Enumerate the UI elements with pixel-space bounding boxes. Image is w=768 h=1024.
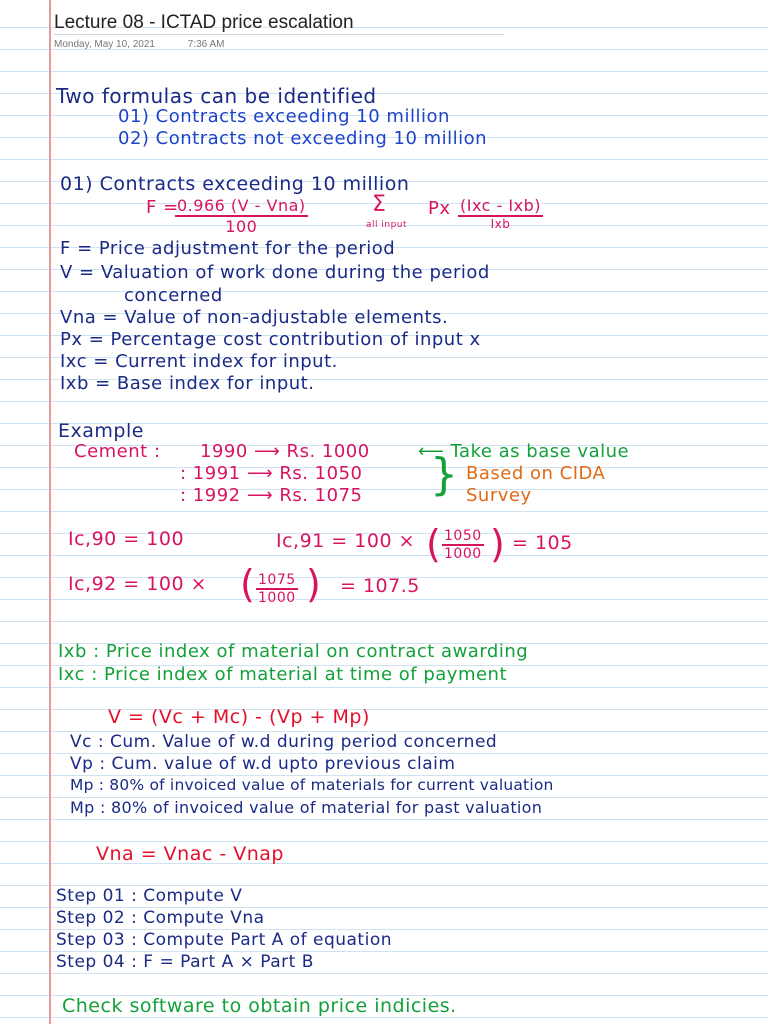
intro-line-2: 01) Contracts exceeding 10 million: [118, 106, 450, 127]
ic92-denominator: 1000: [258, 590, 296, 606]
formula-denominator: 100: [225, 217, 258, 236]
formula-rhs-fraction: [458, 196, 543, 231]
page-margin-line: [49, 0, 51, 1024]
ic91-numerator: 1050: [444, 528, 482, 544]
ic90-line: Ic,90 = 100: [68, 528, 185, 550]
title-rule: [54, 34, 504, 35]
page-meta: [54, 39, 254, 50]
page-title: Lecture 08 - ICTAD price escalation: [54, 12, 354, 33]
example-row-1992: : 1992 ⟶ Rs. 1075: [180, 485, 363, 506]
example-cement-label: Cement :: [74, 441, 161, 462]
definition-px: Px = Percentage cost contribution of input x: [60, 329, 481, 350]
ic92-paren-open: (: [240, 562, 255, 606]
valuation-formula: V = (Vc + Mc) - (Vp + Mp): [108, 706, 370, 728]
page-time: 7:36 AM: [187, 39, 225, 50]
example-brace: }: [430, 449, 458, 500]
step-02: Step 02 : Compute Vna: [56, 908, 265, 928]
formula-numerator: 0.966 (V - Vna): [177, 196, 306, 215]
ic91-paren-close: ): [490, 522, 505, 566]
page-date: Monday, May 10, 2021: [54, 39, 155, 50]
ic92-paren-close: ): [306, 562, 321, 606]
ic91-lhs: Ic,91 = 100 ×: [276, 530, 415, 552]
step-01: Step 01 : Compute V: [56, 886, 243, 906]
ic91-fraction: [442, 528, 484, 562]
definition-ixc: Ixc = Current index for input.: [60, 351, 338, 372]
section1-heading: 01) Contracts exceeding 10 million: [60, 173, 410, 195]
definition-ixb: Ixb = Base index for input.: [60, 373, 315, 394]
definition-f: F = Price adjustment for the period: [60, 238, 396, 259]
ic92-rhs: = 107.5: [340, 575, 420, 597]
formula-rhs-numerator: (Ixc - Ixb): [460, 196, 541, 215]
ic91-rhs: = 105: [512, 532, 573, 554]
example-heading: Example: [58, 420, 144, 442]
ic91-paren-open: (: [426, 522, 441, 566]
ic92-lhs: Ic,92 = 100 ×: [68, 573, 207, 595]
valuation-mp-past: Mp : 80% of invoiced value of material for past valuation: [70, 798, 543, 817]
formula-px: Px: [428, 198, 451, 219]
ic92-numerator: 1075: [258, 572, 296, 588]
intro-line-1: Two formulas can be identified: [56, 84, 377, 108]
vna-formula: Vna = Vnac - Vnap: [96, 843, 284, 865]
formula-sigma: Σ: [372, 192, 387, 217]
index-ixb-definition: Ixb : Price index of material on contract awarding: [58, 641, 529, 662]
formula-rhs-denominator: Ixb: [490, 217, 511, 231]
example-row-1991: : 1991 ⟶ Rs. 1050: [180, 463, 363, 484]
example-base-value-note: ⟵ Take as base value: [418, 441, 630, 462]
example-survey-note: Survey: [466, 485, 532, 506]
intro-line-3: 02) Contracts not exceeding 10 million: [118, 128, 488, 149]
step-03: Step 03 : Compute Part A of equation: [56, 930, 392, 950]
example-row-1990: 1990 ⟶ Rs. 1000: [200, 441, 370, 462]
ic91-denominator: 1000: [444, 546, 482, 562]
step-04: Step 04 : F = Part A × Part B: [56, 952, 314, 972]
ic92-fraction: [256, 572, 298, 606]
index-ixc-definition: Ixc : Price index of material at time of payment: [58, 664, 508, 685]
example-cida-note: Based on CIDA: [466, 463, 606, 484]
definition-v: V = Valuation of work done during the period: [60, 262, 490, 283]
formula-f-equals: F =: [146, 197, 179, 218]
valuation-vc: Vc : Cum. Value of w.d during period concerned: [70, 732, 498, 752]
footer-note: Check software to obtain price indicies.: [62, 995, 457, 1017]
valuation-vp: Vp : Cum. value of w.d upto previous claim: [70, 754, 456, 774]
definition-vna: Vna = Value of non-adjustable elements.: [60, 307, 449, 328]
formula-main-fraction: [175, 196, 308, 236]
definition-v-cont: concerned: [124, 285, 223, 306]
formula-sigma-subscript: all input: [366, 220, 408, 230]
valuation-mp-current: Mp : 80% of invoiced value of materials for current valuation: [70, 776, 554, 794]
